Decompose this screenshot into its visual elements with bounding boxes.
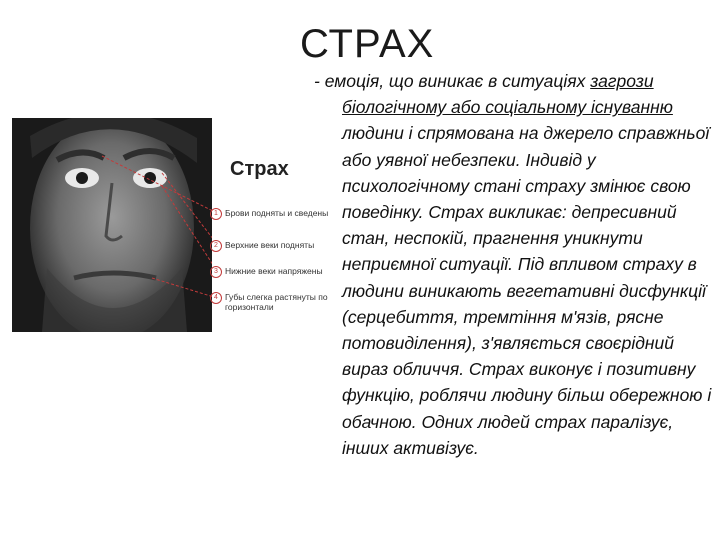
definition-lead: - емоція, що виникає в ситуаціях: [314, 71, 591, 91]
definition-paragraph: [314, 68, 714, 461]
feature-text: Нижние веки напряжены: [225, 266, 323, 276]
panel-title: Страх: [230, 158, 289, 180]
feature-number: 4: [210, 292, 222, 304]
feature-text: Верхние веки подняты: [225, 240, 315, 250]
definition-underlined: загрози біологічному або соціальному існуванню: [342, 71, 673, 118]
feature-text: Брови подняты и сведены: [225, 208, 329, 218]
face-illustration: [12, 118, 217, 332]
slide-title: СТРАХ: [300, 22, 435, 66]
feature-number: 1: [210, 208, 222, 220]
face-photo: [12, 118, 217, 332]
definition-rest: людини і спрямована на джерело справжньої або уявної небезпеки. Індивід у психологічному стані страху змінює свою поведінку. Страх викликає: депресивний стан, неспокій, прагнення уникнути неприємної ситуації. Під впливом страху в людини виникають вегетативні дисфункції (серцебиття, тремтіння м'язів, рясне потовиділення), з'являється своєрідний вираз обличчя. Страх виконує і позитивну функцію, роблячи людину більш обережною і обачною. Одних людей страх паралізує, інших активізує.: [342, 123, 712, 458]
feature-number: 3: [210, 266, 222, 278]
definition-text: [314, 68, 714, 461]
feature-number: 2: [210, 240, 222, 252]
fear-face-figure: [12, 118, 334, 332]
feature-text: Губы слегка растянуты по горизонтали: [225, 292, 328, 312]
